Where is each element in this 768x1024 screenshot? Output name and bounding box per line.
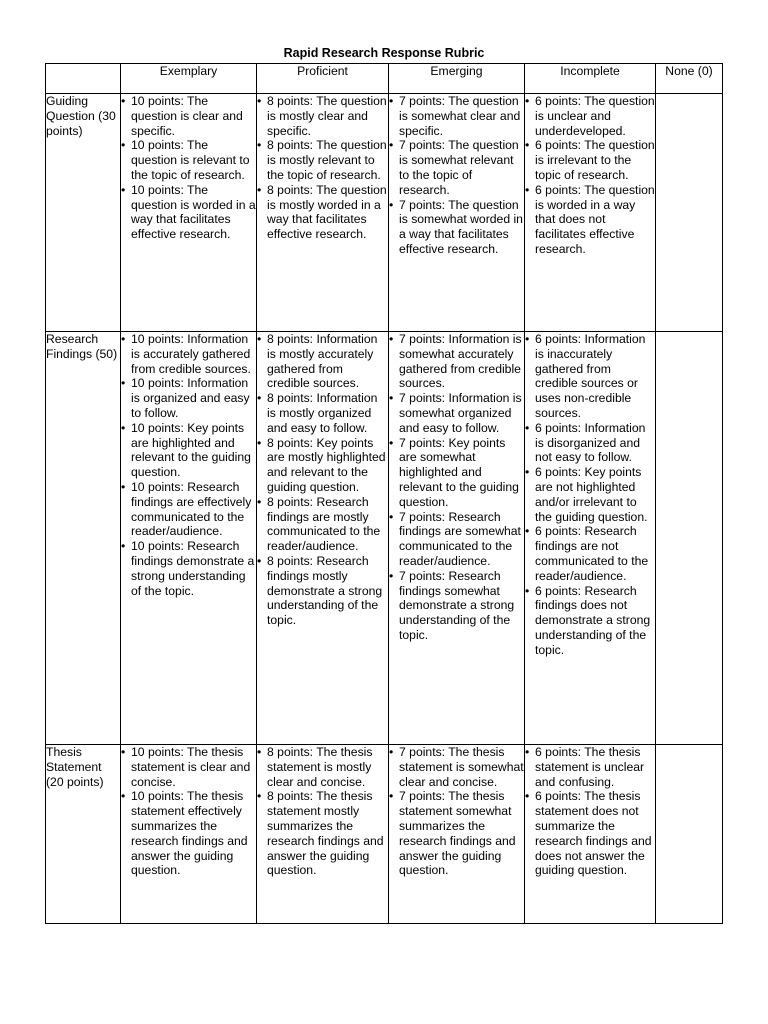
header-row [46, 64, 723, 94]
criterion-item: • 7 points: Information is somewhat organized and easy to follow. [389, 391, 524, 435]
criterion-item: • 10 points: Key points are highlighted and relevant to the guiding question. [121, 421, 256, 480]
criterion-item: • 7 points: Information is somewhat accurately gathered from credible sources. [389, 332, 524, 391]
criterion-item: • 10 points: The thesis statement effectively summarizes the research findings and answer the guiding question. [121, 789, 256, 878]
criterion-item: • 10 points: Information is organized and easy to follow. [121, 376, 256, 420]
table-row [46, 94, 723, 332]
rubric-cell [257, 745, 389, 924]
criterion-item: • 6 points: The question is irrelevant to the topic of research. [525, 138, 655, 182]
criterion-item: • 10 points: The thesis statement is clear and concise. [121, 745, 256, 789]
criterion-item: • 8 points: Information is mostly organized and easy to follow. [257, 391, 388, 435]
criterion-item: • 8 points: Research findings are mostly communicated to the reader/audience. [257, 495, 388, 554]
rubric-cell [525, 94, 656, 332]
criterion-item: • 8 points: The thesis statement is mostly clear and concise. [257, 745, 388, 789]
criterion-item: • 7 points: Research findings are somewhat communicated to the reader/audience. [389, 510, 524, 569]
criterion-item: • 8 points: Research findings mostly demonstrate a strong understanding of the topic. [257, 554, 388, 628]
rubric-cell [121, 332, 257, 745]
header-cell-none: None (0) [656, 64, 723, 94]
criteria-list [121, 94, 256, 242]
criterion-item: • 6 points: Key points are not highlighted and/or irrelevant to the guiding question. [525, 465, 655, 524]
criteria-list [525, 94, 655, 257]
rubric-table [45, 63, 723, 924]
criterion-item: • 10 points: Information is accurately gathered from credible sources. [121, 332, 256, 376]
criterion-item: • 10 points: Research findings demonstrate a strong understanding of the topic. [121, 539, 256, 598]
criterion-item: • 8 points: The question is mostly worded in a way that facilitates effective research. [257, 183, 388, 242]
rubric-cell [257, 332, 389, 745]
criteria-list [257, 745, 388, 878]
criterion-item: • 7 points: The question is somewhat relevant to the topic of research. [389, 138, 524, 197]
criterion-item: • 10 points: The question is relevant to the topic of research. [121, 138, 256, 182]
row-label: Thesis Statement (20 points) [46, 745, 121, 924]
criteria-list [257, 94, 388, 242]
criterion-item: • 8 points: Information is mostly accurately gathered from credible sources. [257, 332, 388, 391]
criteria-list [389, 745, 524, 878]
criterion-item: • 8 points: The question is mostly relevant to the topic of research. [257, 138, 388, 182]
criterion-item: • 6 points: The question is unclear and underdeveloped. [525, 94, 655, 138]
rubric-cell [525, 745, 656, 924]
criteria-list [525, 745, 655, 878]
criterion-item: • 8 points: The question is mostly clear and specific. [257, 94, 388, 138]
criteria-list [121, 745, 256, 878]
criteria-list [389, 332, 524, 643]
rubric-cell [389, 94, 525, 332]
criterion-item: • 6 points: Research findings are not communicated to the reader/audience. [525, 524, 655, 583]
empty-cell [656, 94, 723, 332]
criterion-item: • 6 points: Information is inaccurately gathered from credible sources or uses non-credible sources. [525, 332, 655, 421]
criterion-item: • 7 points: The question is somewhat worded in a way that facilitates effective research. [389, 198, 524, 257]
criteria-list [525, 332, 655, 658]
criteria-list [257, 332, 388, 628]
document-title: Rapid Research Response Rubric [283, 46, 485, 60]
criterion-item: • 8 points: Key points are mostly highlighted and relevant to the guiding question. [257, 436, 388, 495]
criterion-item: • 6 points: Research findings does not demonstrate a strong understanding of the topic. [525, 584, 655, 658]
table-row [46, 745, 723, 924]
rubric-cell [257, 94, 389, 332]
row-label: Research Findings (50) [46, 332, 121, 745]
header-cell-emerging: Emerging [389, 64, 525, 94]
header-cell-blank [46, 64, 121, 94]
criterion-item: • 7 points: The thesis statement is somewhat clear and concise. [389, 745, 524, 789]
criterion-item: • 7 points: Key points are somewhat highlighted and relevant to the guiding question. [389, 436, 524, 510]
criteria-list [121, 332, 256, 598]
table-row [46, 332, 723, 745]
row-label: Guiding Question (30 points) [46, 94, 121, 332]
rubric-cell [121, 94, 257, 332]
criterion-item: • 8 points: The thesis statement mostly summarizes the research findings and answer the guiding question. [257, 789, 388, 878]
criteria-list [389, 94, 524, 257]
rubric-cell [389, 745, 525, 924]
criterion-item: • 6 points: The question is worded in a way that does not facilitates effective research. [525, 183, 655, 257]
header-cell-incomplete: Incomplete [525, 64, 656, 94]
criterion-item: • 10 points: Research findings are effectively communicated to the reader/audience. [121, 480, 256, 539]
empty-cell [656, 332, 723, 745]
criterion-item: • 10 points: The question is clear and specific. [121, 94, 256, 138]
criterion-item: • 6 points: Information is disorganized and not easy to follow. [525, 421, 655, 465]
criterion-item: • 7 points: The question is somewhat clear and specific. [389, 94, 524, 138]
criterion-item: • 10 points: The question is worded in a way that facilitates effective research. [121, 183, 256, 242]
header-cell-exemplary: Exemplary [121, 64, 257, 94]
header-cell-proficient: Proficient [257, 64, 389, 94]
rubric-cell [389, 332, 525, 745]
criterion-item: • 6 points: The thesis statement is unclear and confusing. [525, 745, 655, 789]
criterion-item: • 7 points: Research findings somewhat demonstrate a strong understanding of the topic. [389, 569, 524, 643]
rubric-cell [121, 745, 257, 924]
rubric-cell [525, 332, 656, 745]
criterion-item: • 6 points: The thesis statement does not summarize the research findings and does not answer the guiding question. [525, 789, 655, 878]
empty-cell [656, 745, 723, 924]
criterion-item: • 7 points: The thesis statement somewhat summarizes the research findings and answer the guiding question. [389, 789, 524, 878]
